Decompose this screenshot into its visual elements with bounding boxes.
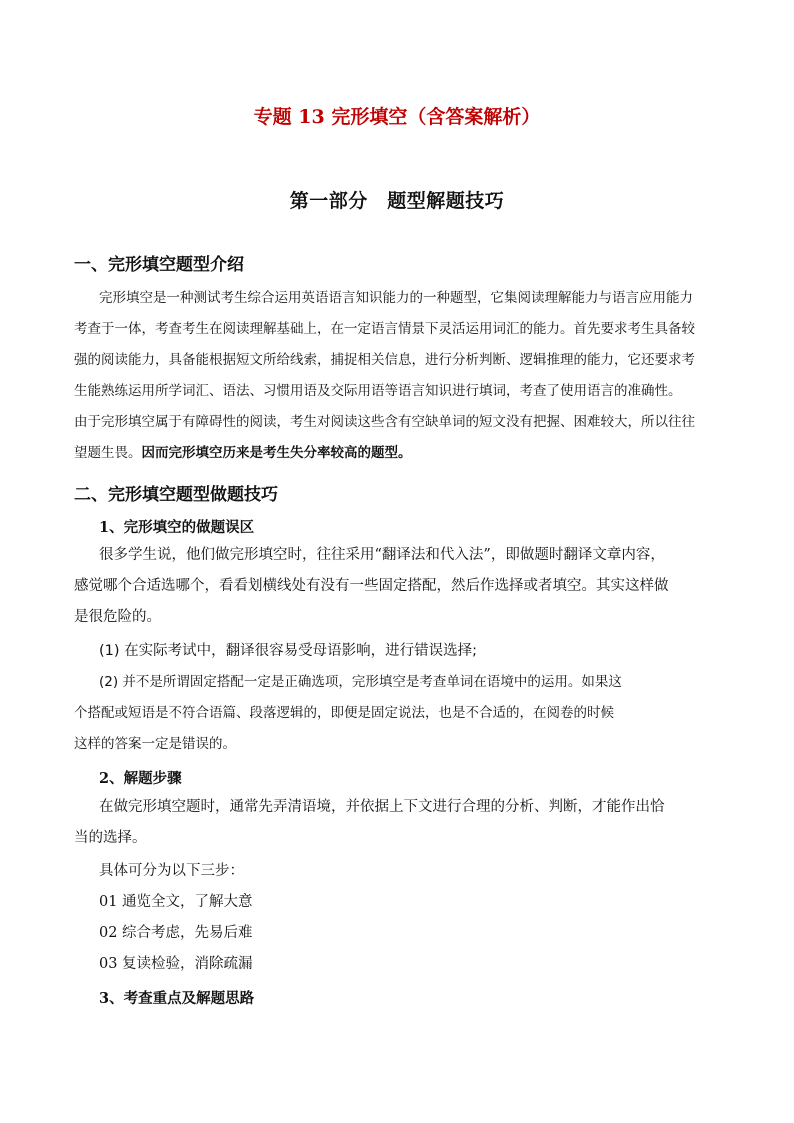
section1-heading: 一、完形填空题型介绍 [74, 255, 244, 275]
step-3: 03 复读检验，消除疏漏 [99, 956, 253, 972]
paragraph-line: 这样的答案一定是错误的。 [74, 736, 236, 752]
step-2: 02 综合考虑，先易后难 [99, 925, 253, 941]
point-2 [74, 667, 724, 760]
part-title: 第一部分 题型解题技巧 [289, 190, 505, 212]
section2-heading: 二、完形填空题型做题技巧 [74, 485, 278, 505]
paragraph-line: 考查于一体，考查考生在阅读理解基础上，在一定语言情景下灵活运用词汇的能力。首先要求考生具备较 [74, 321, 695, 337]
step-1: 01 通览全文，了解大意 [99, 894, 253, 910]
sub2-paragraph [74, 792, 724, 854]
paragraph-line: 由于完形填空属于有障碍性的阅读，考生对阅读这些含有空缺单词的短文没有把握、困难较大，所以往往 [74, 414, 695, 430]
sub1-heading: 1、完形填空的做题误区 [99, 519, 255, 536]
paragraph-line: 强的阅读能力，具备能根据短文所给线索，捕捉相关信息，进行分析判断、逻辑推理的能力，它还要求考 [74, 352, 695, 368]
document-title: 专题 13 完形填空（含答案解析） [253, 106, 541, 128]
sub3-heading: 3、考查重点及解题思路 [99, 990, 255, 1007]
steps-intro: 具体可分为以下三步： [99, 863, 244, 879]
paragraph-line: 个搭配或短语是不符合语篇、段落逻辑的，即便是固定说法，也是不合适的，在阅卷的时候 [74, 705, 614, 721]
paragraph-line: 感觉哪个合适选哪个，看看划横线处有没有一些固定搭配，然后作选择或者填空。其实这样做 [74, 578, 669, 594]
paragraph-line: 当的选择。 [74, 830, 147, 846]
paragraph-line: 在做完形填空题时，通常先弄清语境，并依据上下文进行合理的分析、判断，才能作出恰 [99, 799, 665, 815]
point-1: (1) 在实际考试中，翻译很容易受母语影响，进行错误选择; [99, 643, 478, 659]
paragraph-line [74, 438, 724, 469]
section1-intro-paragraph [74, 283, 724, 469]
paragraph-line: 很多学生说，他们做完形填空时，往往采用“翻译法和代入法”，即做题时翻译文章内容， [99, 547, 665, 563]
sub1-paragraph [74, 540, 724, 633]
sub2-heading: 2、解题步骤 [99, 770, 182, 787]
plain-text: 望题生畏。 [74, 445, 142, 461]
paragraph-line: 完形填空是一种测试考生综合运用英语语言知识能力的一种题型，它集阅读理解能力与语言应用能力 [99, 290, 693, 306]
emphasis-text: 因而完形填空历来是考生失分率较高的题型。 [141, 445, 412, 461]
paragraph-line: (2) 并不是所谓固定搭配一定是正确选项，完形填空是考查单词在语境中的运用。如果这 [99, 674, 622, 690]
paragraph-line: 生能熟练运用所学词汇、语法、习惯用语及交际用语等语言知识进行填词，考查了使用语言的准确性。 [74, 383, 682, 399]
paragraph-line: 是很危险的。 [74, 609, 161, 625]
